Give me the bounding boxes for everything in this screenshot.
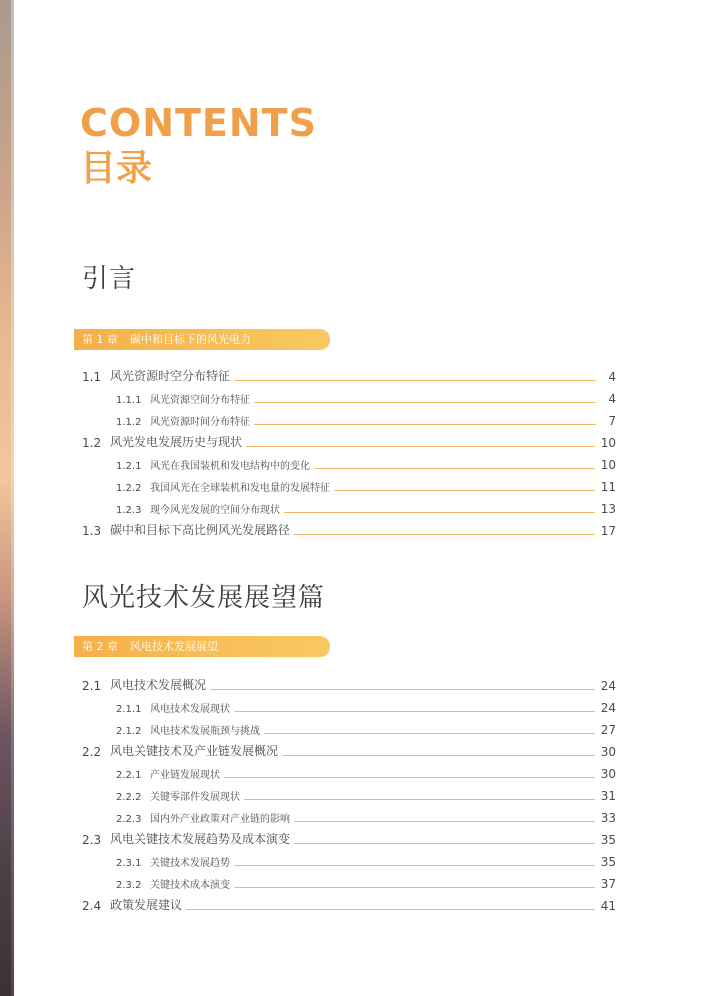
entry-number: 2.2.3 <box>116 814 142 825</box>
toc-subentry[interactable] <box>116 871 616 891</box>
entry-number: 2.4 <box>82 899 102 913</box>
toc-subentry[interactable] <box>116 849 616 869</box>
dot-leader <box>294 843 595 844</box>
toc-entry[interactable] <box>82 893 616 913</box>
chapter-number: 第 2 章 <box>82 640 118 653</box>
dot-leader <box>282 755 595 756</box>
entry-page: 7 <box>608 414 616 428</box>
page-header <box>80 100 317 192</box>
chapter-band-1[interactable] <box>74 329 330 350</box>
dot-leader <box>334 490 595 491</box>
entry-title: 风电技术发展概况 <box>110 678 207 692</box>
dot-leader <box>186 909 595 910</box>
entry-page: 35 <box>600 833 616 847</box>
entry-number: 1.1 <box>82 370 102 384</box>
entry-title: 政策发展建议 <box>110 898 183 912</box>
entry-number: 2.2.1 <box>116 770 142 781</box>
toc-subentry[interactable] <box>116 695 616 715</box>
dot-leader <box>294 821 595 822</box>
entry-title: 关键技术发展趋势 <box>150 858 230 869</box>
entry-page: 30 <box>600 767 616 781</box>
entry-page: 27 <box>600 723 616 737</box>
entry-page: 13 <box>600 502 616 516</box>
entry-page: 35 <box>600 855 616 869</box>
dot-leader <box>294 534 595 535</box>
toc-subentry[interactable] <box>116 783 616 803</box>
dot-leader <box>246 446 595 447</box>
dot-leader <box>264 733 595 734</box>
toc-entry[interactable] <box>82 827 616 847</box>
entry-number: 2.3.2 <box>116 880 142 891</box>
entry-title: 国内外产业政策对产业链的影响 <box>150 814 290 825</box>
entry-number: 2.2 <box>82 745 102 759</box>
entry-number: 2.1.1 <box>116 704 142 715</box>
chapter-band-2[interactable] <box>74 636 330 657</box>
dot-leader <box>244 799 595 800</box>
entry-page: 33 <box>600 811 616 825</box>
toc-subentry[interactable] <box>116 717 616 737</box>
contents-title: CONTENTS <box>80 101 317 145</box>
entry-title: 风光资源空间分布特征 <box>150 395 250 406</box>
entry-number: 2.1 <box>82 679 102 693</box>
toc-subentry[interactable] <box>116 452 616 472</box>
toc-entry[interactable] <box>82 673 616 693</box>
entry-title: 碳中和目标下高比例风光发展路径 <box>110 523 291 537</box>
entry-title: 现今风光发展的空间分布现状 <box>150 505 280 516</box>
entry-title: 产业链发展现状 <box>150 770 220 781</box>
dot-leader <box>284 512 595 513</box>
entry-title: 风光在我国装机和发电结构中的变化 <box>150 461 310 472</box>
entry-title: 风光资源时间分布特征 <box>150 417 250 428</box>
entry-number: 1.2.1 <box>116 461 142 472</box>
toc-subentry[interactable] <box>116 761 616 781</box>
chapter-number: 第 1 章 <box>82 333 118 346</box>
section-title-intro: 引言 <box>82 264 137 294</box>
entry-page: 31 <box>600 789 616 803</box>
entry-page: 41 <box>600 899 616 913</box>
toc-entry[interactable] <box>82 430 616 450</box>
entry-title: 风电技术发展现状 <box>150 704 230 715</box>
entry-number: 2.2.2 <box>116 792 142 803</box>
entry-page: 30 <box>600 745 616 759</box>
entry-number: 1.2 <box>82 436 102 450</box>
dot-leader <box>210 689 595 690</box>
entry-page: 17 <box>600 524 616 538</box>
entry-page: 37 <box>600 877 616 891</box>
dot-leader <box>234 380 596 381</box>
chapter-title: 风电技术发展展望 <box>130 640 218 653</box>
toc-subentry[interactable] <box>116 474 616 494</box>
dot-leader <box>224 777 595 778</box>
entry-page: 10 <box>600 436 616 450</box>
entry-title: 风电技术发展瓶颈与挑战 <box>150 726 260 737</box>
entry-page: 10 <box>600 458 616 472</box>
entry-page: 11 <box>600 480 616 494</box>
cover-photo-edge <box>0 0 14 996</box>
entry-number: 1.1.2 <box>116 417 142 428</box>
entry-number: 2.3 <box>82 833 102 847</box>
entry-page: 24 <box>600 701 616 715</box>
dot-leader <box>234 865 595 866</box>
toc-subentry[interactable] <box>116 496 616 516</box>
entry-number: 2.1.2 <box>116 726 142 737</box>
toc-entry[interactable] <box>82 739 616 759</box>
toc-subentry[interactable] <box>116 408 616 428</box>
entry-title: 风光发电发展历史与现状 <box>110 435 243 449</box>
toc-subentry[interactable] <box>116 386 616 406</box>
entry-number: 2.3.1 <box>116 858 142 869</box>
dot-leader <box>254 402 596 403</box>
dot-leader <box>254 424 596 425</box>
entry-page: 24 <box>600 679 616 693</box>
contents-title-zh: 目录 <box>80 148 153 189</box>
dot-leader <box>234 887 595 888</box>
entry-page: 4 <box>608 392 616 406</box>
dot-leader <box>234 711 595 712</box>
entry-number: 1.1.1 <box>116 395 142 406</box>
entry-title: 风光资源时空分布特征 <box>110 369 231 383</box>
toc-entry[interactable] <box>82 518 616 538</box>
toc-subentry[interactable] <box>116 805 616 825</box>
entry-title: 风电关键技术及产业链发展概况 <box>110 744 279 758</box>
chapter-title: 碳中和目标下的风光电力 <box>130 333 251 346</box>
entry-title: 我国风光在全球装机和发电量的发展特征 <box>150 483 330 494</box>
toc-entry[interactable] <box>82 364 616 384</box>
entry-title: 风电关键技术发展趋势及成本演变 <box>110 832 291 846</box>
entry-title: 关键技术成本演变 <box>150 880 230 891</box>
entry-number: 1.3 <box>82 524 102 538</box>
dot-leader <box>314 468 595 469</box>
entry-number: 1.2.2 <box>116 483 142 494</box>
entry-number: 1.2.3 <box>116 505 142 516</box>
entry-title: 关键零部件发展现状 <box>150 792 240 803</box>
entry-page: 4 <box>608 370 616 384</box>
section-title-outlook: 风光技术发展展望篇 <box>82 583 326 613</box>
